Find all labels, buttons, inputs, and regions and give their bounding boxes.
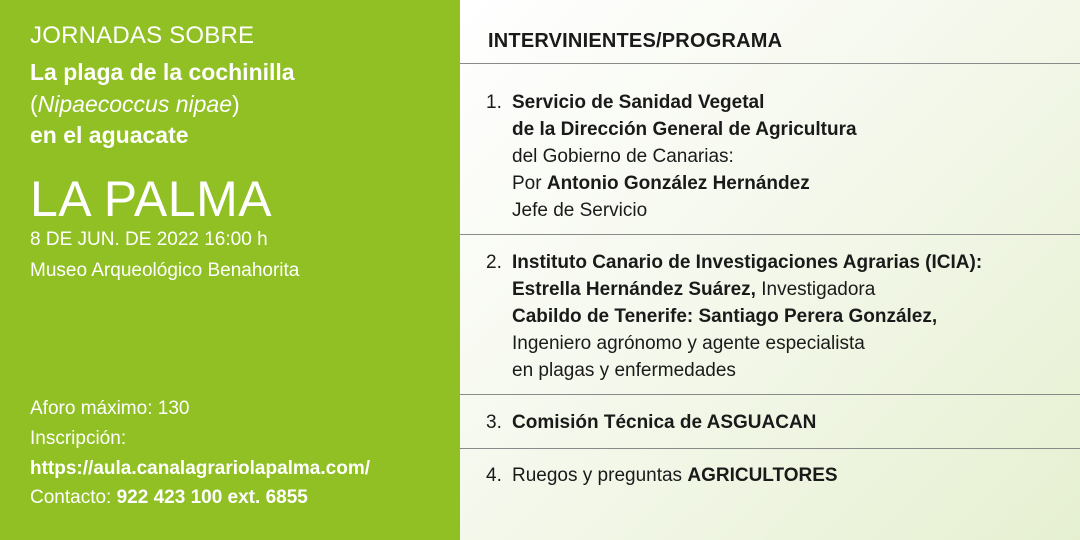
program-item-1: [486, 89, 857, 224]
program-item-4-audience: AGRICULTORES: [687, 465, 838, 486]
program-item-3: [486, 409, 816, 436]
species-name: Nipaecoccus nipae: [37, 91, 233, 117]
program-item-1-line-5: Jefe de Servicio: [512, 200, 648, 221]
program-item-number: 4.: [486, 465, 502, 486]
program-item-1-line-4: [486, 170, 857, 197]
event-title-line-3: en el aguacate: [30, 122, 189, 148]
program-item-2-line-4: Ingeniero agrónomo y agente especialista: [512, 333, 865, 354]
program-divider: [460, 394, 1080, 395]
program-item-number: 2.: [486, 252, 502, 273]
registration-url[interactable]: https://aula.canalagrariolapalma.com/: [30, 458, 370, 479]
program-item-number: 1.: [486, 92, 502, 113]
event-title-line-1: La plaga de la cochinilla: [30, 59, 295, 85]
program-item-2-line-5: en plagas y enfermedades: [512, 360, 736, 381]
program-item-4-prefix: Ruegos y preguntas: [512, 465, 683, 486]
event-series-heading: JORNADAS SOBRE: [30, 22, 255, 49]
speaker-prefix: Por: [512, 173, 542, 194]
capacity-text: Aforo máximo: 130: [30, 398, 190, 419]
program-item-2-line-1: Instituto Canario de Investigaciones Agrarias (ICIA):: [512, 252, 983, 273]
program-item-2: [486, 249, 982, 384]
contact-line: [30, 487, 308, 509]
event-venue: Museo Arqueológico Benahorita: [30, 260, 300, 281]
program-item-4: [486, 462, 838, 489]
contact-label: Contacto:: [30, 487, 112, 508]
program-panel: [460, 0, 1080, 540]
program-item-1-line-2: de la Dirección General de Agricultura: [512, 119, 857, 140]
species-paren-open: (: [30, 91, 38, 117]
program-divider: [460, 234, 1080, 235]
contact-phone: 922 423 100 ext. 6855: [116, 487, 308, 508]
event-location-island: LA PALMA: [30, 171, 273, 227]
program-item-1-line-1: Servicio de Sanidad Vegetal: [512, 92, 765, 113]
event-info-panel: [0, 0, 460, 540]
species-paren-close: ): [232, 91, 240, 117]
program-item-2-line-3: Cabildo de Tenerife: Santiago Perera González,: [512, 306, 938, 327]
program-item-3-line-1: Comisión Técnica de ASGUACAN: [512, 412, 817, 433]
event-date: 8 DE JUN. DE 2022 16:00 h: [30, 229, 268, 250]
event-title-species: [30, 91, 240, 118]
program-item-1-line-3: del Gobierno de Canarias:: [512, 146, 734, 167]
program-item-2-line-2: [486, 276, 982, 303]
speaker-name: Estrella Hernández Suárez,: [512, 279, 756, 300]
program-title: INTERVINIENTES/PROGRAMA: [488, 30, 783, 52]
speaker-name: Antonio González Hernández: [546, 173, 810, 194]
program-title-divider: [460, 63, 1080, 64]
program-divider: [460, 448, 1080, 449]
program-item-number: 3.: [486, 412, 502, 433]
registration-label: Inscripción:: [30, 428, 127, 449]
speaker-role: Investigadora: [761, 279, 876, 300]
